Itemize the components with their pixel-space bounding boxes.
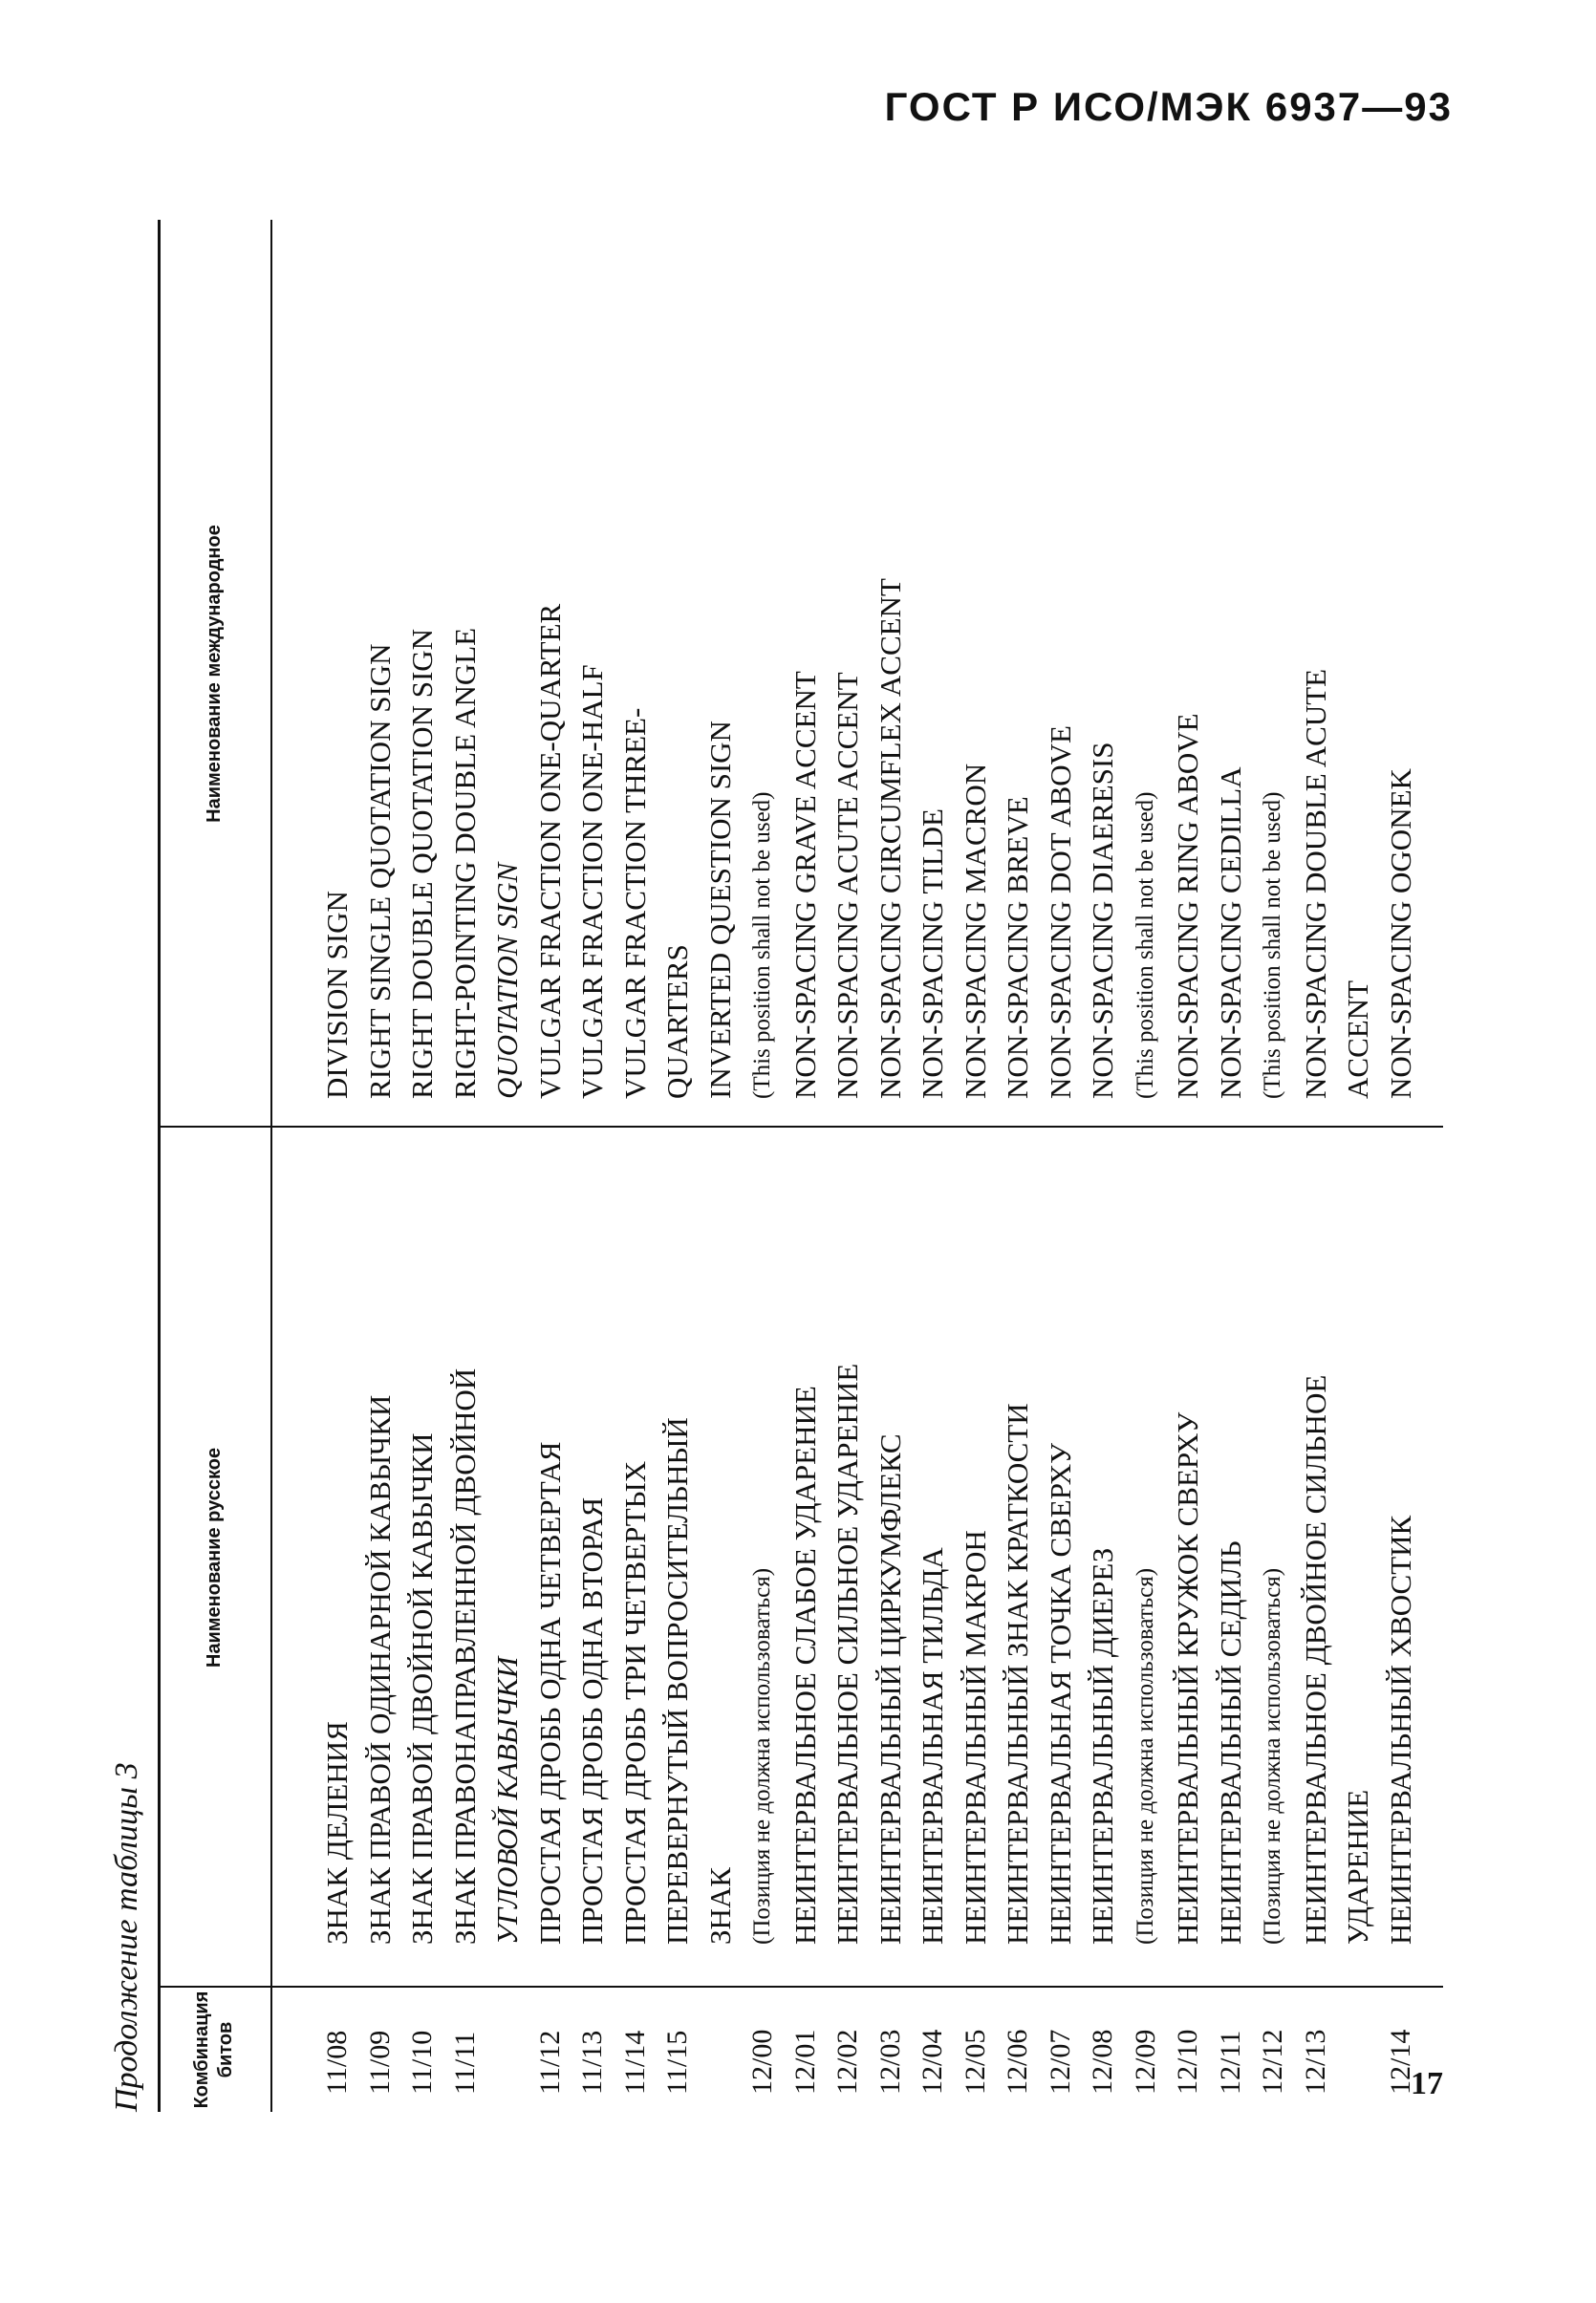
column-header-international-label: Наименование международное bbox=[203, 525, 225, 823]
international-name-cell: NON-SPACING OGONEK bbox=[1383, 768, 1417, 1099]
international-name-cell: NON-SPACING BREVE bbox=[1001, 796, 1034, 1099]
russian-name-cell: НЕИНТЕРВАЛЬНОЕ СИЛЬНОЕ УДАРЕНИЕ bbox=[830, 1363, 864, 1945]
russian-name-cell: НЕИНТЕРВАЛЬНЫЙ ЗНАК КРАТКОСТИ bbox=[1001, 1403, 1034, 1945]
russian-name-cell: ЗНАК ПРАВОЙ ОДИНАРНОЙ КАВЫЧКИ bbox=[362, 1394, 397, 1945]
international-name-cell: ACCENT bbox=[1341, 980, 1374, 1099]
international-name-cell: NON-SPACING DOUBLE ACUTE bbox=[1298, 668, 1332, 1099]
code-cell: 12/08 bbox=[1087, 2029, 1118, 2095]
russian-name-cell: ПРОСТАЯ ДРОБЬ ТРИ ЧЕТВЕРТЫХ bbox=[617, 1460, 652, 1945]
russian-name-cell: НЕИНТЕРВАЛЬНЫЙ ДИЕРЕЗ bbox=[1086, 1547, 1119, 1945]
code-cell: 12/00 bbox=[746, 2029, 778, 2095]
russian-name-cell: НЕИНТЕРВАЛЬНЫЙ МАКРОН bbox=[958, 1530, 992, 1945]
table bbox=[158, 220, 1443, 2112]
code-cell: 12/06 bbox=[1002, 2029, 1033, 2095]
russian-name-cell: (Позиция не должна использоваться) bbox=[1260, 1567, 1285, 1945]
code-cell: 11/11 bbox=[448, 2031, 481, 2095]
code-cell: 12/02 bbox=[831, 2029, 863, 2095]
code-cell: 11/10 bbox=[406, 2030, 438, 2095]
rotated-table-block bbox=[96, 201, 1453, 2112]
international-name-cell: NON-SPACING MACRON bbox=[958, 763, 992, 1099]
code-cell: 12/03 bbox=[873, 2029, 906, 2095]
russian-name-cell: ПЕРЕВЕРНУТЫЙ ВОПРОСИТЕЛЬНЫЙ bbox=[660, 1417, 694, 1945]
column-divider bbox=[158, 1126, 1443, 1128]
international-name-cell: NON-SPACING DIAERESIS bbox=[1086, 742, 1119, 1099]
international-name-cell: QUARTERS bbox=[660, 944, 694, 1099]
code-cell bbox=[486, 1988, 529, 2095]
international-name-cell: NON-SPACING CEDILLA bbox=[1213, 766, 1247, 1099]
code-cell: 12/01 bbox=[788, 2029, 821, 2095]
international-name-cell: NON-SPACING CIRCUMFLEX ACCENT bbox=[873, 578, 907, 1099]
code-cell: 11/15 bbox=[661, 2030, 693, 2095]
page-number: 17 bbox=[1411, 2066, 1443, 2101]
russian-name-cell: НЕИНТЕРВАЛЬНЫЙ КРУЖОК СВЕРХУ bbox=[1171, 1411, 1204, 1945]
russian-name-cell: ПРОСТАЯ ДРОБЬ ОДНА ЧЕТВЕРТАЯ bbox=[532, 1441, 567, 1945]
russian-name-cell: ЗНАК ДЕЛЕНИЯ bbox=[320, 1721, 354, 1945]
russian-name-cell: ПРОСТАЯ ДРОБЬ ОДНА ВТОРАЯ bbox=[575, 1496, 609, 1945]
code-cell: 12/07 bbox=[1044, 2029, 1076, 2095]
russian-name-cell: ЗНАК ПРАВОЙ ДВОЙНОЙ КАВЫЧКИ bbox=[405, 1432, 439, 1945]
code-cell: 12/05 bbox=[959, 2029, 991, 2095]
russian-name-cell: УДАРЕНИЕ bbox=[1341, 1789, 1374, 1945]
code-cell: 11/08 bbox=[321, 2030, 353, 2095]
code-cell: 11/09 bbox=[363, 2030, 396, 2095]
international-name-cell: RIGHT DOUBLE QUOTATION SIGN bbox=[405, 628, 439, 1099]
russian-name-cell: НЕИНТЕРВАЛЬНАЯ ТОЧКА СВЕРХУ bbox=[1043, 1442, 1077, 1945]
international-name-cell: DIVISION SIGN bbox=[320, 891, 354, 1099]
russian-name-cell: НЕИНТЕРВАЛЬНЫЙ ХВОСТИК bbox=[1383, 1515, 1417, 1945]
code-cell: 12/11 bbox=[1214, 2030, 1246, 2095]
russian-name-cell: УГЛОВОЙ КАВЫЧКИ bbox=[490, 1656, 524, 1945]
column-header-code-line2: битов bbox=[215, 2021, 236, 2078]
russian-name-cell: НЕИНТЕРВАЛЬНОЕ ДВОЙНОЕ СИЛЬНОЕ bbox=[1298, 1374, 1332, 1945]
international-column bbox=[316, 220, 1422, 1099]
russian-column bbox=[316, 1132, 1422, 1945]
international-name-cell: NON-SPACING DOT ABOVE bbox=[1043, 725, 1077, 1099]
code-cell: 12/04 bbox=[917, 2029, 948, 2095]
international-name-cell: NON-SPACING TILDE bbox=[916, 808, 949, 1099]
column-header-international bbox=[158, 220, 270, 1128]
table-caption: Продолжение таблицы 3 bbox=[109, 1762, 144, 2112]
code-cell: 12/14 bbox=[1384, 2029, 1416, 2095]
code-cell: 12/13 bbox=[1299, 2029, 1331, 2095]
international-name-cell: (This position shall not be used) bbox=[1132, 791, 1158, 1099]
international-name-cell: NON-SPACING ACUTE ACCENT bbox=[830, 672, 864, 1099]
international-name-cell: VULGAR FRACTION THREE- bbox=[617, 707, 652, 1099]
international-name-cell: QUOTATION SIGN bbox=[490, 862, 524, 1099]
russian-name-cell: НЕИНТЕРВАЛЬНОЕ СЛАБОЕ УДАРЕНИЕ bbox=[787, 1386, 822, 1945]
russian-name-cell: НЕИНТЕРВАЛЬНАЯ ТИЛЬДА bbox=[916, 1547, 949, 1945]
code-cell: 12/09 bbox=[1129, 2029, 1161, 2095]
code-column bbox=[316, 1988, 1422, 2095]
code-cell bbox=[1337, 1988, 1380, 2095]
code-cell bbox=[700, 1988, 743, 2095]
international-name-cell: NON-SPACING RING ABOVE bbox=[1171, 713, 1204, 1099]
international-name-cell: (This position shall not be used) bbox=[749, 791, 775, 1099]
international-name-cell: VULGAR FRACTION ONE-HALF bbox=[575, 664, 609, 1099]
code-cell: 12/10 bbox=[1172, 2029, 1203, 2095]
russian-name-cell: (Позиция не должна использоваться) bbox=[749, 1567, 775, 1945]
international-name-cell: (This position shall not be used) bbox=[1260, 791, 1285, 1099]
international-name-cell: INVERTED QUESTION SIGN bbox=[702, 721, 737, 1099]
international-name-cell: NON-SPACING GRAVE ACCENT bbox=[787, 671, 822, 1099]
column-header-code-line1: Комбинация bbox=[191, 1991, 212, 2109]
column-header-code bbox=[158, 1988, 270, 2112]
international-name-cell: RIGHT SINGLE QUOTATION SIGN bbox=[362, 643, 397, 1099]
code-cell: 11/13 bbox=[576, 2030, 608, 2095]
russian-name-cell: ЗНАК bbox=[702, 1867, 737, 1945]
russian-name-cell: (Позиция не должна использоваться) bbox=[1132, 1567, 1158, 1945]
russian-name-cell: НЕИНТЕРВАЛЬНЫЙ СЕДИЛЬ bbox=[1213, 1540, 1247, 1945]
table-header-rule bbox=[270, 220, 272, 2112]
code-cell: 11/14 bbox=[618, 2030, 651, 2095]
russian-name-cell: ЗНАК ПРАВОНАПРАВЛЕННОЙ ДВОЙНОЙ bbox=[447, 1367, 482, 1945]
header-standard-code: ГОСТ Р ИСО/МЭК 6937—93 bbox=[884, 84, 1453, 129]
code-cell: 12/12 bbox=[1257, 2029, 1288, 2095]
international-name-cell: RIGHT-POINTING DOUBLE ANGLE bbox=[447, 627, 482, 1099]
international-name-cell: VULGAR FRACTION ONE-QUARTER bbox=[532, 603, 567, 1099]
code-cell: 11/12 bbox=[533, 2030, 566, 2095]
russian-name-cell: НЕИНТЕРВАЛЬНЫЙ ЦИРКУМФЛЕКС bbox=[873, 1433, 907, 1945]
column-header-russian bbox=[158, 1128, 270, 1988]
column-header-russian-label: Наименование русское bbox=[203, 1447, 225, 1668]
